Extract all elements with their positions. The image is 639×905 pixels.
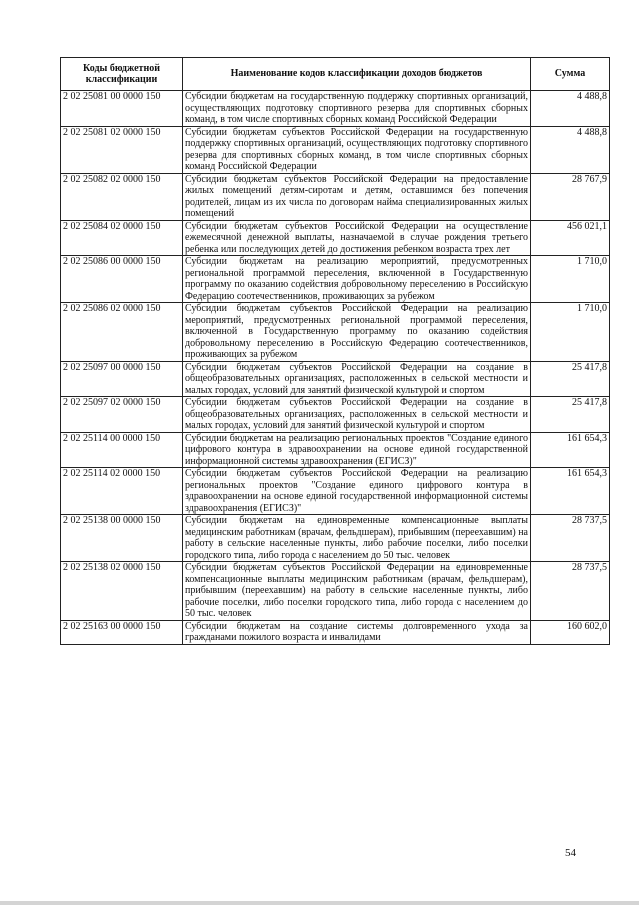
- row-code: 2 02 25097 02 0000 150: [61, 397, 183, 433]
- row-sum: 4 488,8: [531, 126, 610, 173]
- row-name: Субсидии бюджетам субъектов Российской Федерации на реализацию мероприятий, предусмотренных региональной программой переселения, включенной в Государственную программу по оказанию содействия добровольному переселению в Российскую Федерацию соотечественников, проживающих за рубежом: [183, 303, 531, 362]
- row-sum: 4 488,8: [531, 91, 610, 127]
- row-sum: 456 021,1: [531, 220, 610, 256]
- row-code: 2 02 25138 02 0000 150: [61, 562, 183, 621]
- row-code: 2 02 25086 02 0000 150: [61, 303, 183, 362]
- table-row: [61, 303, 610, 362]
- header-sum: Сумма: [531, 58, 610, 91]
- table-row: [61, 91, 610, 127]
- row-sum: 1 710,0: [531, 256, 610, 303]
- table-row: [61, 562, 610, 621]
- row-code: 2 02 25163 00 0000 150: [61, 620, 183, 644]
- header-code: Коды бюджетной классификации: [61, 58, 183, 91]
- row-name: Субсидии бюджетам на реализацию мероприятий, предусмотренных региональной программой переселения, включенной в Государственную программу по оказанию содействия добровольному переселению в Российскую Федерацию соотечественников, проживающих за рубежом: [183, 256, 531, 303]
- row-name: Субсидии бюджетам на создание системы долговременного ухода за гражданами пожилого возраста и инвалидами: [183, 620, 531, 644]
- budget-table: [60, 57, 610, 645]
- table-row: [61, 173, 610, 220]
- row-sum: 161 654,3: [531, 432, 610, 468]
- table-header-row: [61, 58, 610, 91]
- table-row: [61, 361, 610, 397]
- row-code: 2 02 25114 00 0000 150: [61, 432, 183, 468]
- row-name: Субсидии бюджетам субъектов Российской Федерации на государственную поддержку спортивных организаций, осуществляющих подготовку спортивного резерва для спортивных сборных команд, в том числе спортивных сборных команд Российской Федерации: [183, 126, 531, 173]
- row-name: Субсидии бюджетам на реализацию региональных проектов "Создание единого цифрового контура в здравоохранении на основе единой государственной информационной системы здравоохранения (ЕГИСЗ)": [183, 432, 531, 468]
- row-name: Субсидии бюджетам субъектов Российской Федерации на создание в общеобразовательных организациях, расположенных в сельской местности и малых городах, условий для занятий физической культурой и спортом: [183, 397, 531, 433]
- document-page: [60, 57, 609, 645]
- row-name: Субсидии бюджетам субъектов Российской Федерации на предоставление жилых помещений детям-сиротам и детям, оставшимся без попечения родителей, лицам из их числа по договорам найма специализированных жилых помещений: [183, 173, 531, 220]
- scan-bottom-edge: [0, 901, 639, 905]
- row-name: Субсидии бюджетам субъектов Российской Федерации на реализацию региональных проектов "Создание единого цифрового контура в здравоохранении на основе единой государственной информационной системы здравоохранения (ЕГИСЗ)": [183, 468, 531, 515]
- row-name: Субсидии бюджетам на единовременные компенсационные выплаты медицинским работникам (врачам, фельдшерам), прибывшим (переехавшим) на работу в сельские населенные пункты, либо рабочие поселки, либо поселки городского типа, либо города с населением до 50 тыс. человек: [183, 515, 531, 562]
- row-code: 2 02 25086 00 0000 150: [61, 256, 183, 303]
- row-sum: 28 737,5: [531, 515, 610, 562]
- row-code: 2 02 25081 00 0000 150: [61, 91, 183, 127]
- table-row: [61, 256, 610, 303]
- row-code: 2 02 25097 00 0000 150: [61, 361, 183, 397]
- row-sum: 28 737,5: [531, 562, 610, 621]
- row-code: 2 02 25138 00 0000 150: [61, 515, 183, 562]
- table-body: [61, 91, 610, 645]
- row-code: 2 02 25084 02 0000 150: [61, 220, 183, 256]
- row-name: Субсидии бюджетам субъектов Российской Федерации на создание в общеобразовательных организациях, расположенных в сельской местности и малых городах, условий для занятий физической культурой и спортом: [183, 361, 531, 397]
- header-name: Наименование кодов классификации доходов бюджетов: [183, 58, 531, 91]
- row-sum: 25 417,8: [531, 397, 610, 433]
- row-code: 2 02 25114 02 0000 150: [61, 468, 183, 515]
- row-code: 2 02 25082 02 0000 150: [61, 173, 183, 220]
- row-code: 2 02 25081 02 0000 150: [61, 126, 183, 173]
- row-sum: 25 417,8: [531, 361, 610, 397]
- row-name: Субсидии бюджетам субъектов Российской Федерации на единовременные компенсационные выплаты медицинским работникам (врачам, фельдшерам), прибывшим (переехавшим) на работу в сельские населенные пункты, либо рабочие поселки, либо поселки городского типа, либо города с населением до 50 тыс. человек: [183, 562, 531, 621]
- page-number: 54: [565, 847, 576, 859]
- table-row: [61, 515, 610, 562]
- row-name: Субсидии бюджетам на государственную поддержку спортивных организаций, осуществляющих подготовку спортивного резерва для спортивных сборных команд, в том числе спортивных сборных команд Российской Федерации: [183, 91, 531, 127]
- row-sum: 1 710,0: [531, 303, 610, 362]
- table-row: [61, 397, 610, 433]
- row-name: Субсидии бюджетам субъектов Российской Федерации на осуществление ежемесячной денежной выплаты, назначаемой в случае рождения третьего ребенка или последующих детей до достижения ребенком возраста трех лет: [183, 220, 531, 256]
- table-row: [61, 468, 610, 515]
- row-sum: 28 767,9: [531, 173, 610, 220]
- row-sum: 161 654,3: [531, 468, 610, 515]
- table-row: [61, 126, 610, 173]
- table-row: [61, 432, 610, 468]
- row-sum: 160 602,0: [531, 620, 610, 644]
- table-row: [61, 220, 610, 256]
- table-row: [61, 620, 610, 644]
